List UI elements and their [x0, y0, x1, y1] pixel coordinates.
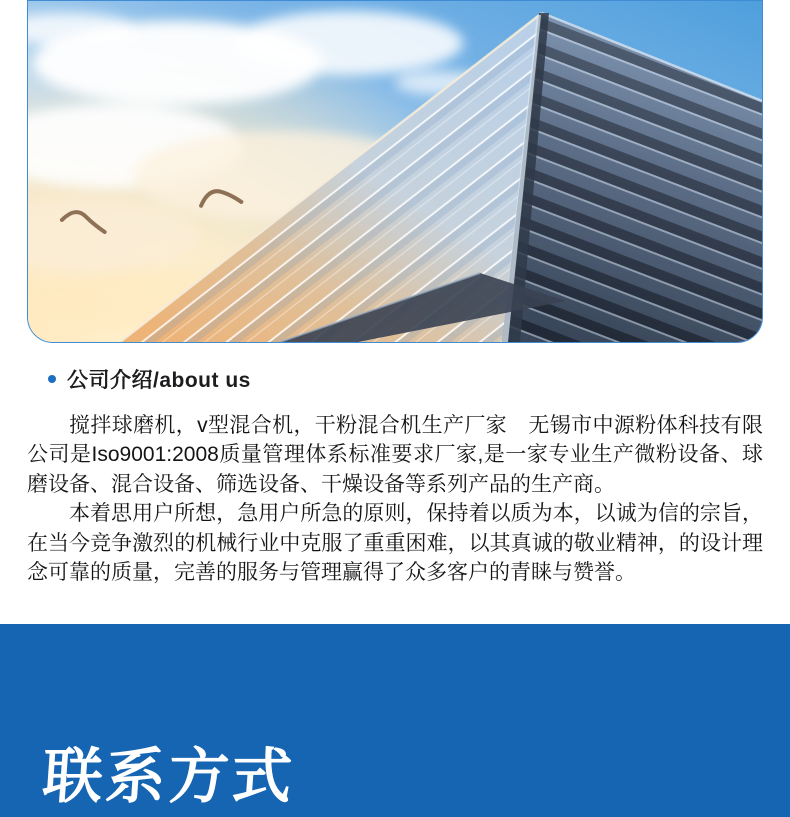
- about-paragraph-2: 本着思用户所想，急用户所急的原则，保持着以质为本，以诚为信的宗旨，在当今竞争激烈的机械行业中克服了重重困难，以其真诚的敬业精神，的设计理念可靠的质量，完善的服务与管理赢得了众多客户的青睐与赞誉。: [27, 502, 763, 585]
- bullet-icon: [48, 375, 56, 383]
- contact-section-band: [0, 624, 790, 817]
- about-paragraph-1: 搅拌球磨机，v型混合机，干粉混合机生产厂家 无锡市中源粉体科技有限公司是Iso9001:2008质量管理体系标准要求厂家,是一家专业生产微粉设备、球磨设备、混合设备、筛选设备、干燥设备等系列产品的生产商。: [27, 414, 763, 496]
- contact-section-title: 联系方式: [40, 743, 298, 811]
- company-hero-photo: [27, 0, 763, 343]
- about-title: 公司介绍/about us: [67, 369, 251, 392]
- about-section-header: [48, 364, 790, 394]
- skyscraper-graphic: [28, 1, 762, 342]
- about-text-block: [27, 411, 763, 587]
